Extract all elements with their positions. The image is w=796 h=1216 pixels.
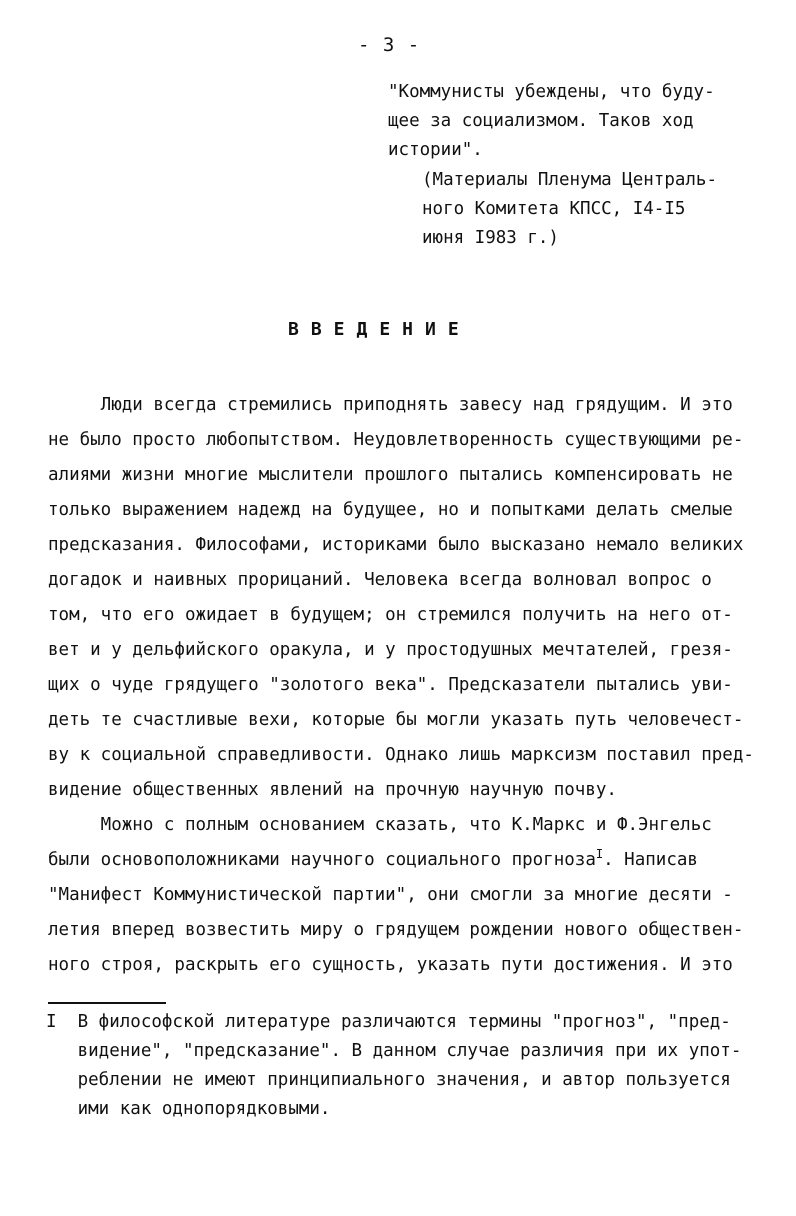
footnote-line: I В философской литературе различаются термины "прогноз", "пред- [46, 1012, 731, 1032]
text-line: не было просто любопытством. Неудовлетворенность существующими ре- [48, 430, 744, 450]
source-line: (Материалы Пленума Централь- [422, 170, 718, 190]
source-line: ного Комитета КПСС, I4-I5 [422, 199, 686, 219]
epigraph-source [422, 166, 717, 253]
source-line: июня I983 г.) [422, 228, 559, 248]
text-line: видение общественных явлений на прочную научную почву. [48, 780, 617, 800]
text-line: "Манифест Коммунистической партии", они смогли за многие десяти - [48, 885, 733, 905]
text-line: ного строя, раскрыть его сущность, указать пути достижения. И это [48, 955, 733, 975]
page-number: - 3 - [358, 34, 421, 56]
text-segment: . Написав [603, 850, 698, 870]
text-line: летия вперед возвестить миру о грядущем рождении нового обществен- [48, 920, 744, 940]
text-line: предсказания. Философами, историками было высказано немало великих [48, 535, 744, 555]
footnote-line: видение", "предсказание". В данном случае различия при их упот- [46, 1041, 742, 1061]
epigraph-line: "Коммунисты убеждены, что буду- [388, 82, 715, 102]
text-line: щих о чуде грядущего "золотого века". Предсказатели пытались уви- [48, 675, 733, 695]
epigraph-quote [388, 78, 715, 165]
epigraph-line: щее за социализмом. Таков ход [388, 111, 694, 131]
text-line: ву к социальной справедливости. Однако лишь марксизм поставил пред- [48, 745, 754, 765]
text-line: только выражением надежд на будущее, но и попытками делать смелые [48, 500, 733, 520]
epigraph-line: истории". [388, 140, 483, 160]
text-line-with-footnote-ref [48, 843, 778, 878]
section-heading: ВВЕДЕНИЕ [288, 319, 471, 340]
footnote-divider [48, 1002, 166, 1004]
text-segment: были основоположниками научного социального прогноза [48, 850, 596, 870]
text-line: Люди всегда стремились приподнять завесу над грядущим. И это [48, 395, 733, 415]
text-line: догадок и наивных прорицаний. Человека всегда волновал вопрос о [48, 570, 712, 590]
body-text [48, 388, 778, 983]
text-line: том, что его ожидает в будущем; он стремился получить на него от- [48, 605, 733, 625]
text-line: деть те счастливые вехи, которые бы могли указать путь человечест- [48, 710, 744, 730]
text-line: вет и у дельфийского оракула, и у простодушных мечтателей, грезя- [48, 640, 733, 660]
footnote-reference: I [595, 847, 604, 862]
footnote-line: реблении не имеют принципиального значения, и автор пользуется [46, 1070, 731, 1090]
footnote [46, 1008, 776, 1124]
footnote-line: ими как однопорядковыми. [46, 1099, 331, 1119]
text-line: алиями жизни многие мыслители прошлого пытались компенсировать не [48, 465, 733, 485]
text-line: Можно с полным основанием сказать, что К.Маркс и Ф.Энгельс [48, 815, 712, 835]
